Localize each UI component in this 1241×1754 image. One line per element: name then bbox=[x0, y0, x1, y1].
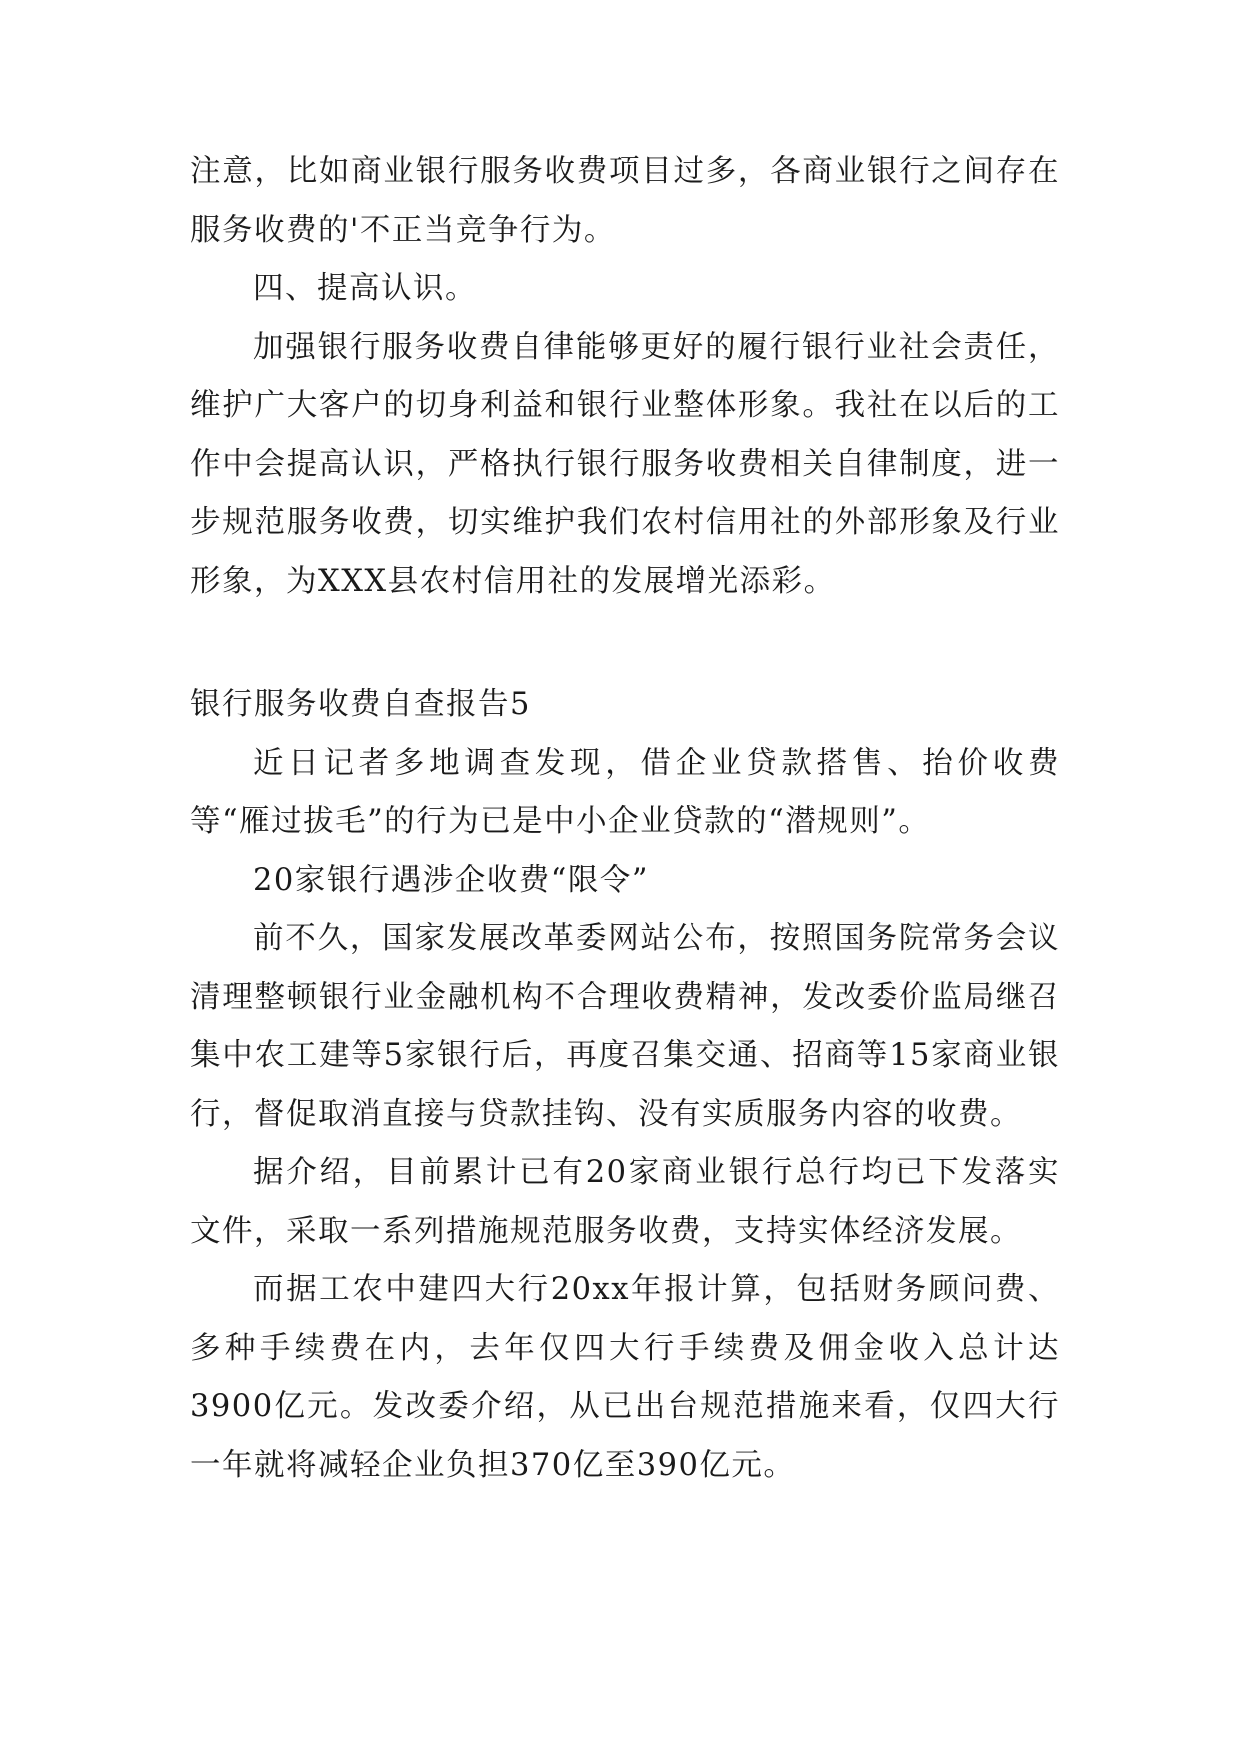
continuation-paragraph: 注意，比如商业银行服务收费项目过多，各商业银行之间存在服务收费的'不正当竞争行为。 bbox=[190, 154, 1060, 248]
body-paragraph: 据介绍，目前累计已有20家商业银行总行均已下发落实文件，采取一系列措施规范服务收费，支持实体经济发展。 bbox=[190, 1155, 1060, 1249]
body-paragraph: 而据工农中建四大行20xx年报计算，包括财务顾问费、多种手续费在内，去年仅四大行手续费及佣金收入总计达3900亿元。发改委介绍，从已出台规范措施来看，仅四大行一年就将减轻企业负担370亿至390亿元。 bbox=[190, 1272, 1060, 1483]
report-5-block bbox=[190, 676, 1060, 1495]
section-subheading: 20家银行遇涉企收费“限令” bbox=[253, 862, 649, 898]
body-paragraph: 近日记者多地调查发现，借企业贷款搭售、抬价收费等“雁过拔毛”的行为已是中小企业贷款的“潜规则”。 bbox=[190, 745, 1060, 839]
report-title: 银行服务收费自查报告5 bbox=[190, 687, 531, 722]
section-4-block bbox=[190, 143, 1060, 611]
body-paragraph: 前不久，国家发展改革委网站公布，按照国务院常务会议清理整顿银行业金融机构不合理收费精神，发改委价监局继召集中农工建等5家银行后，再度召集交通、招商等15家商业银行，督促取消直接与贷款挂钩、没有实质服务内容的收费。 bbox=[190, 921, 1060, 1132]
section-subheading: 四、提高认识。 bbox=[253, 271, 477, 306]
body-paragraph: 加强银行服务收费自律能够更好的履行银行业社会责任，维护广大客户的切身利益和银行业整体形象。我社在以后的工作中会提高认识，严格执行银行服务收费相关自律制度，进一步规范服务收费，切实维护我们农村信用社的外部形象及行业形象，为XXX县农村信用社的发展增光添彩。 bbox=[190, 329, 1060, 599]
